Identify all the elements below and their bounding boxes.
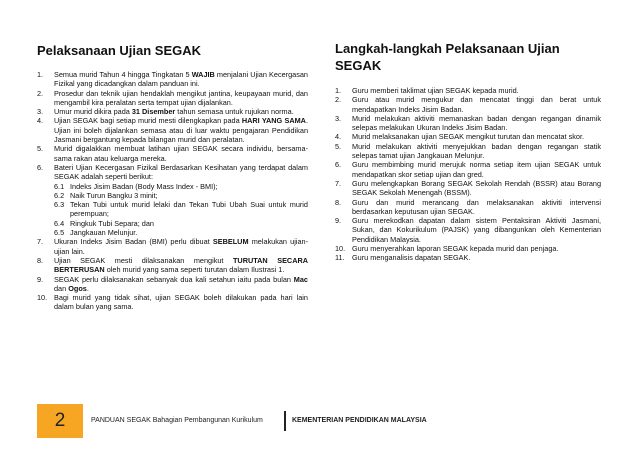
rule-item (37, 275, 308, 294)
rule-emphasis: TURUTAN SECARA BERTERUSAN (54, 255, 309, 275)
step-number: 10. (335, 244, 346, 254)
right-section-title (335, 40, 601, 74)
rule-text: melakukan ujian-ujian lain. (54, 237, 308, 256)
rule-text: Ujian SEGAK mesti dilaksanakan mengikut (54, 255, 233, 265)
step-number: 5. (335, 141, 342, 151)
step-text: Guru menganalisis dapatan SEGAK. (352, 253, 471, 263)
rule-emphasis: WAJIB (191, 70, 215, 79)
rule-number: 7. (37, 237, 44, 247)
rule-number: 5. (37, 144, 44, 154)
left-column (37, 40, 308, 312)
rule-number: 1. (37, 70, 44, 79)
footer-divider (284, 411, 286, 431)
rule-emphasis: 31 Disember (131, 107, 176, 117)
right-column (335, 40, 601, 263)
page-number: 2 (54, 410, 66, 431)
step-number: 8. (335, 197, 342, 207)
right-title-line1: Langkah-langkah Pelaksanaan Ujian (335, 41, 560, 56)
rule-text: Semua murid Tahun 4 hingga Tingkatan 5 (54, 70, 192, 79)
step-item (335, 114, 601, 133)
step-text: Guru melengkapkan Borang SEGAK Sekolah Rendah (BSSR) atau Borang SEGAK Sekolah Menengah (BSSM). (352, 178, 601, 198)
rule-text: dan (54, 283, 69, 293)
test-battery-item (54, 219, 308, 228)
rule-text: . Ujian ini boleh dijalankan semasa atau di luar waktu pengajaran Pendidikan Jasmani bergantung kepada bilangan murid dan peralatan. (54, 116, 308, 145)
step-text: Guru menyerahkan laporan SEGAK kepada murid dan penjaga. (352, 244, 559, 254)
step-item (335, 179, 601, 198)
rule-text: Ukuran Indeks Jisim Badan (BMI) perlu dibuat (54, 237, 213, 247)
test-battery-text: Ringkuk Tubi Separa; dan (70, 218, 154, 228)
rule-number: 3. (37, 107, 44, 117)
step-number: 1. (335, 86, 342, 95)
rule-item (37, 144, 308, 163)
test-battery-number: 6.1 (54, 181, 65, 191)
rule-text: Bateri Ujian Kecergasan Fizikal Berdasarkan Kesihatan yang terdapat dalam SEGAK adalah seperti berikut: (54, 162, 308, 182)
right-title-line2: SEGAK (335, 58, 382, 73)
page-footer (37, 404, 597, 438)
test-battery-number: 6.2 (54, 190, 65, 200)
test-battery-text: Naik Turun Bangku 3 minit; (70, 190, 158, 200)
implementation-rules-list (37, 70, 308, 312)
test-battery-text: Tekan Tubi untuk murid lelaki dan Tekan Tubi Ubah Suai untuk murid perempuan; (70, 200, 308, 219)
rule-emphasis: Mac (293, 274, 308, 284)
rule-item (37, 237, 308, 256)
footer-publication-title: PANDUAN SEGAK Bahagian Pembangunan Kurikulum (91, 417, 263, 424)
step-item (335, 216, 601, 244)
rule-item (37, 116, 308, 144)
test-battery-text: Indeks Jisim Badan (Body Mass Index - BMI); (70, 181, 218, 191)
step-text: Guru memberi taklimat ujian SEGAK kepada murid. (352, 86, 519, 95)
test-battery-text: Jangkauan Melunjur. (70, 228, 138, 238)
rule-number: 9. (37, 274, 44, 284)
test-battery-item (54, 182, 308, 191)
step-text: Murid melakukan aktiviti menyejukkan badan dengan regangan statik selepas tamat ujian Jangkauan Melunjur. (352, 141, 601, 161)
rule-item (37, 293, 308, 312)
rule-text: Murid digalakkan membuat latihan ujian SEGAK secara individu, bersama-sama rakan atau keluarga mereka. (54, 144, 308, 163)
rule-item (37, 89, 308, 108)
rule-text: Prosedur dan teknik ujian hendaklah mengikut jantina, keupayaan murid, dan mengambil kira peralatan serta tempat ujian dijalankan. (54, 88, 308, 107)
step-text: Guru membimbing murid merujuk norma setiap item ujian SEGAK untuk mendapatkan skor setiap ujian dan gred. (352, 160, 601, 179)
step-item (335, 160, 601, 179)
step-number: 9. (335, 216, 342, 226)
step-number: 6. (335, 160, 342, 170)
rule-item (37, 107, 308, 116)
step-item (335, 95, 601, 114)
step-item (335, 142, 601, 161)
step-item (335, 253, 601, 262)
implementation-steps-list (335, 86, 601, 263)
step-item (335, 132, 601, 141)
step-number: 2. (335, 95, 342, 105)
step-text: Guru merekodkan dapatan dalam sistem Pentaksiran Aktiviti Jasmani, Sukan, dan Kokurikulum (PAJSK) yang dibangunkan oleh Kementerian Pendidikan Malaysia. (352, 216, 601, 244)
step-number: 3. (335, 113, 342, 123)
rule-text: oleh murid yang sama seperti turutan dalam Ilustrasi 1. (104, 265, 285, 275)
test-battery-item (54, 200, 308, 219)
step-number: 4. (335, 132, 342, 142)
rule-item (37, 70, 308, 89)
rule-item (37, 256, 308, 275)
rule-number: 4. (37, 116, 44, 126)
rule-number: 8. (37, 255, 44, 265)
rule-item (37, 163, 308, 237)
footer-ministry-name: KEMENTERIAN PENDIDIKAN MALAYSIA (292, 417, 427, 424)
rule-emphasis: Ogos (68, 283, 87, 293)
rule-text: . (86, 283, 89, 293)
test-battery-number: 6.3 (54, 200, 65, 210)
rule-text: tahun semasa untuk rujukan norma. (175, 107, 294, 117)
rule-text: SEGAK perlu dilaksanakan sebanyak dua kali setahun iaitu pada bulan (54, 274, 294, 284)
rule-number: 2. (37, 88, 44, 98)
rule-text: Bagi murid yang tidak sihat, ujian SEGAK boleh dilakukan pada hari lain dalam bulan yang sama. (54, 293, 308, 312)
step-text: Guru atau murid mengukur dan mencatat tinggi dan berat untuk mendapatkan Indeks Jisim Badan. (352, 95, 601, 114)
step-item (335, 244, 601, 253)
rule-text: Ujian SEGAK bagi setiap murid mesti dilengkapkan pada (54, 116, 242, 126)
step-text: Murid melaksanakan ujian SEGAK mengikut turutan dan mencatat skor. (352, 132, 585, 142)
step-item (335, 86, 601, 95)
rule-number: 6. (37, 162, 44, 172)
rule-emphasis: HARI YANG SAMA (241, 116, 306, 126)
step-text: Guru dan murid merancang dan melaksanakan aktiviti intervensi berdasarkan keputusan ujian SEGAK. (352, 197, 601, 216)
rule-text: Umur murid dikira pada (54, 107, 132, 117)
test-battery-number: 6.4 (54, 218, 65, 228)
step-text: Murid melakukan aktiviti memanaskan badan dengan regangan dinamik selepas melakukan Ukuran Indeks Jisim Badan. (352, 113, 601, 133)
test-battery-item (54, 228, 308, 237)
step-number: 11. (335, 253, 345, 263)
rule-emphasis: SEBELUM (212, 237, 249, 247)
rule-number: 10. (37, 293, 48, 303)
test-battery-number: 6.5 (54, 228, 65, 238)
test-battery-list (54, 182, 308, 238)
step-item (335, 198, 601, 217)
step-number: 7. (335, 178, 342, 188)
left-section-title: Pelaksanaan Ujian SEGAK (37, 43, 202, 58)
rule-text: menjalani Ujian Kecergasan Fizikal yang dicadangkan dalam panduan ini. (54, 70, 308, 89)
page-number-box (37, 404, 83, 438)
test-battery-item (54, 191, 308, 200)
